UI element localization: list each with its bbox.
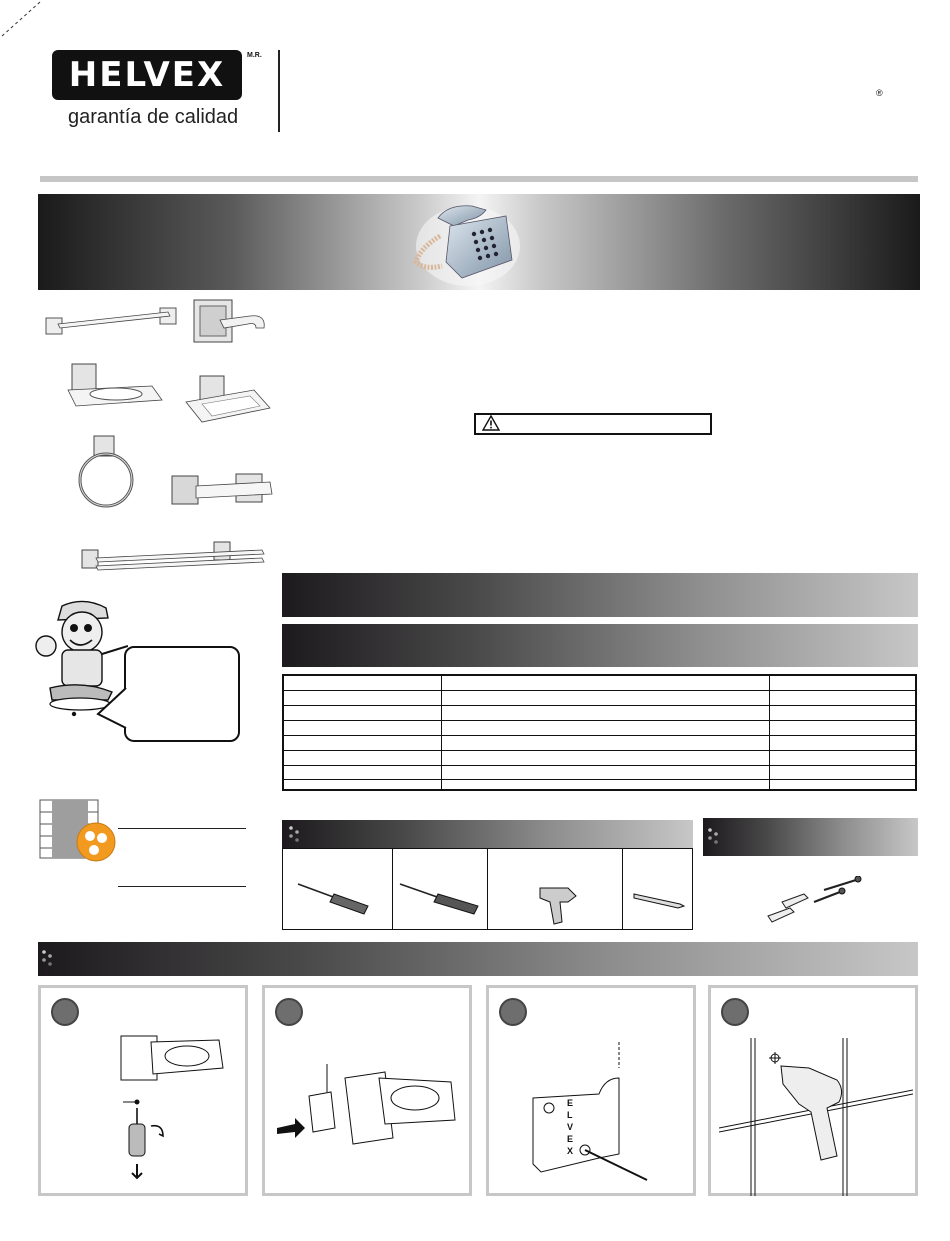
step-panel-2 <box>262 985 472 1196</box>
double-towel-bar-image <box>78 540 268 576</box>
phillips-screwdriver-icon <box>296 880 372 916</box>
logo-mark: M.R. <box>247 52 262 59</box>
registered-mark: ® <box>876 88 883 98</box>
step-3-illustration <box>523 1038 673 1188</box>
step-badge <box>275 998 303 1026</box>
step-badge <box>499 998 527 1026</box>
parts-bar <box>703 818 918 856</box>
table-row <box>284 765 915 766</box>
parts-table <box>282 674 917 791</box>
soap-dish-image <box>180 372 274 428</box>
installation-bar <box>38 942 918 976</box>
step-panel-1 <box>38 985 248 1196</box>
table-row <box>284 735 915 736</box>
stamp-letter: L <box>567 1110 573 1120</box>
pencil-icon <box>632 890 686 910</box>
warning-box <box>474 413 712 435</box>
stamp-letter: E <box>567 1134 574 1144</box>
towel-ring-image <box>74 434 138 514</box>
stamp-letter: V <box>567 1122 574 1132</box>
stamp-letter: X <box>567 1146 574 1156</box>
table-row <box>284 720 915 721</box>
rule-line <box>118 886 246 887</box>
table-row <box>284 779 915 780</box>
crop-mark <box>0 0 60 40</box>
logo: HELVEX <box>68 55 226 95</box>
dot-cluster-icon <box>287 824 307 844</box>
table-col-divider <box>441 676 442 789</box>
glass-holder-image <box>62 360 166 412</box>
table-row <box>284 690 915 691</box>
warning-triangle-icon <box>482 415 500 431</box>
step-badge <box>51 998 79 1026</box>
step-2-illustration <box>275 1058 465 1178</box>
step-panel-3 <box>486 985 696 1196</box>
robe-hook-image <box>190 298 270 344</box>
header-divider <box>278 50 280 132</box>
stamp-letter: E <box>567 1098 574 1108</box>
dot-cluster-icon <box>40 948 60 968</box>
flat-screwdriver-icon <box>398 880 484 916</box>
tile-sample-icon <box>38 798 118 862</box>
dot-cluster-icon <box>706 826 726 846</box>
step-1-illustration <box>101 1028 231 1188</box>
step-panel-4 <box>708 985 918 1196</box>
rule-line <box>118 828 246 829</box>
tools-divider <box>622 849 623 929</box>
paper-holder-image <box>168 470 278 512</box>
logo-tagline: garantía de calidad <box>68 106 239 128</box>
header-rule <box>40 176 918 182</box>
tools-divider <box>487 849 488 929</box>
helvex-stamp-letters <box>567 1098 573 1156</box>
section-bar-2 <box>282 624 918 667</box>
anchors-screws-icon <box>764 876 864 924</box>
towel-bar-image <box>40 300 182 340</box>
step-badge <box>721 998 749 1026</box>
speech-bubble-tail <box>96 686 128 732</box>
tools-bar <box>282 820 693 848</box>
drill-icon <box>538 882 580 926</box>
section-bar-1 <box>282 573 918 617</box>
table-row <box>284 750 915 751</box>
speech-bubble <box>124 646 240 742</box>
telephone-icon <box>410 196 520 288</box>
table-row <box>284 705 915 706</box>
table-col-divider <box>769 676 770 789</box>
tools-divider <box>392 849 393 929</box>
step-4-illustration <box>719 1038 913 1196</box>
